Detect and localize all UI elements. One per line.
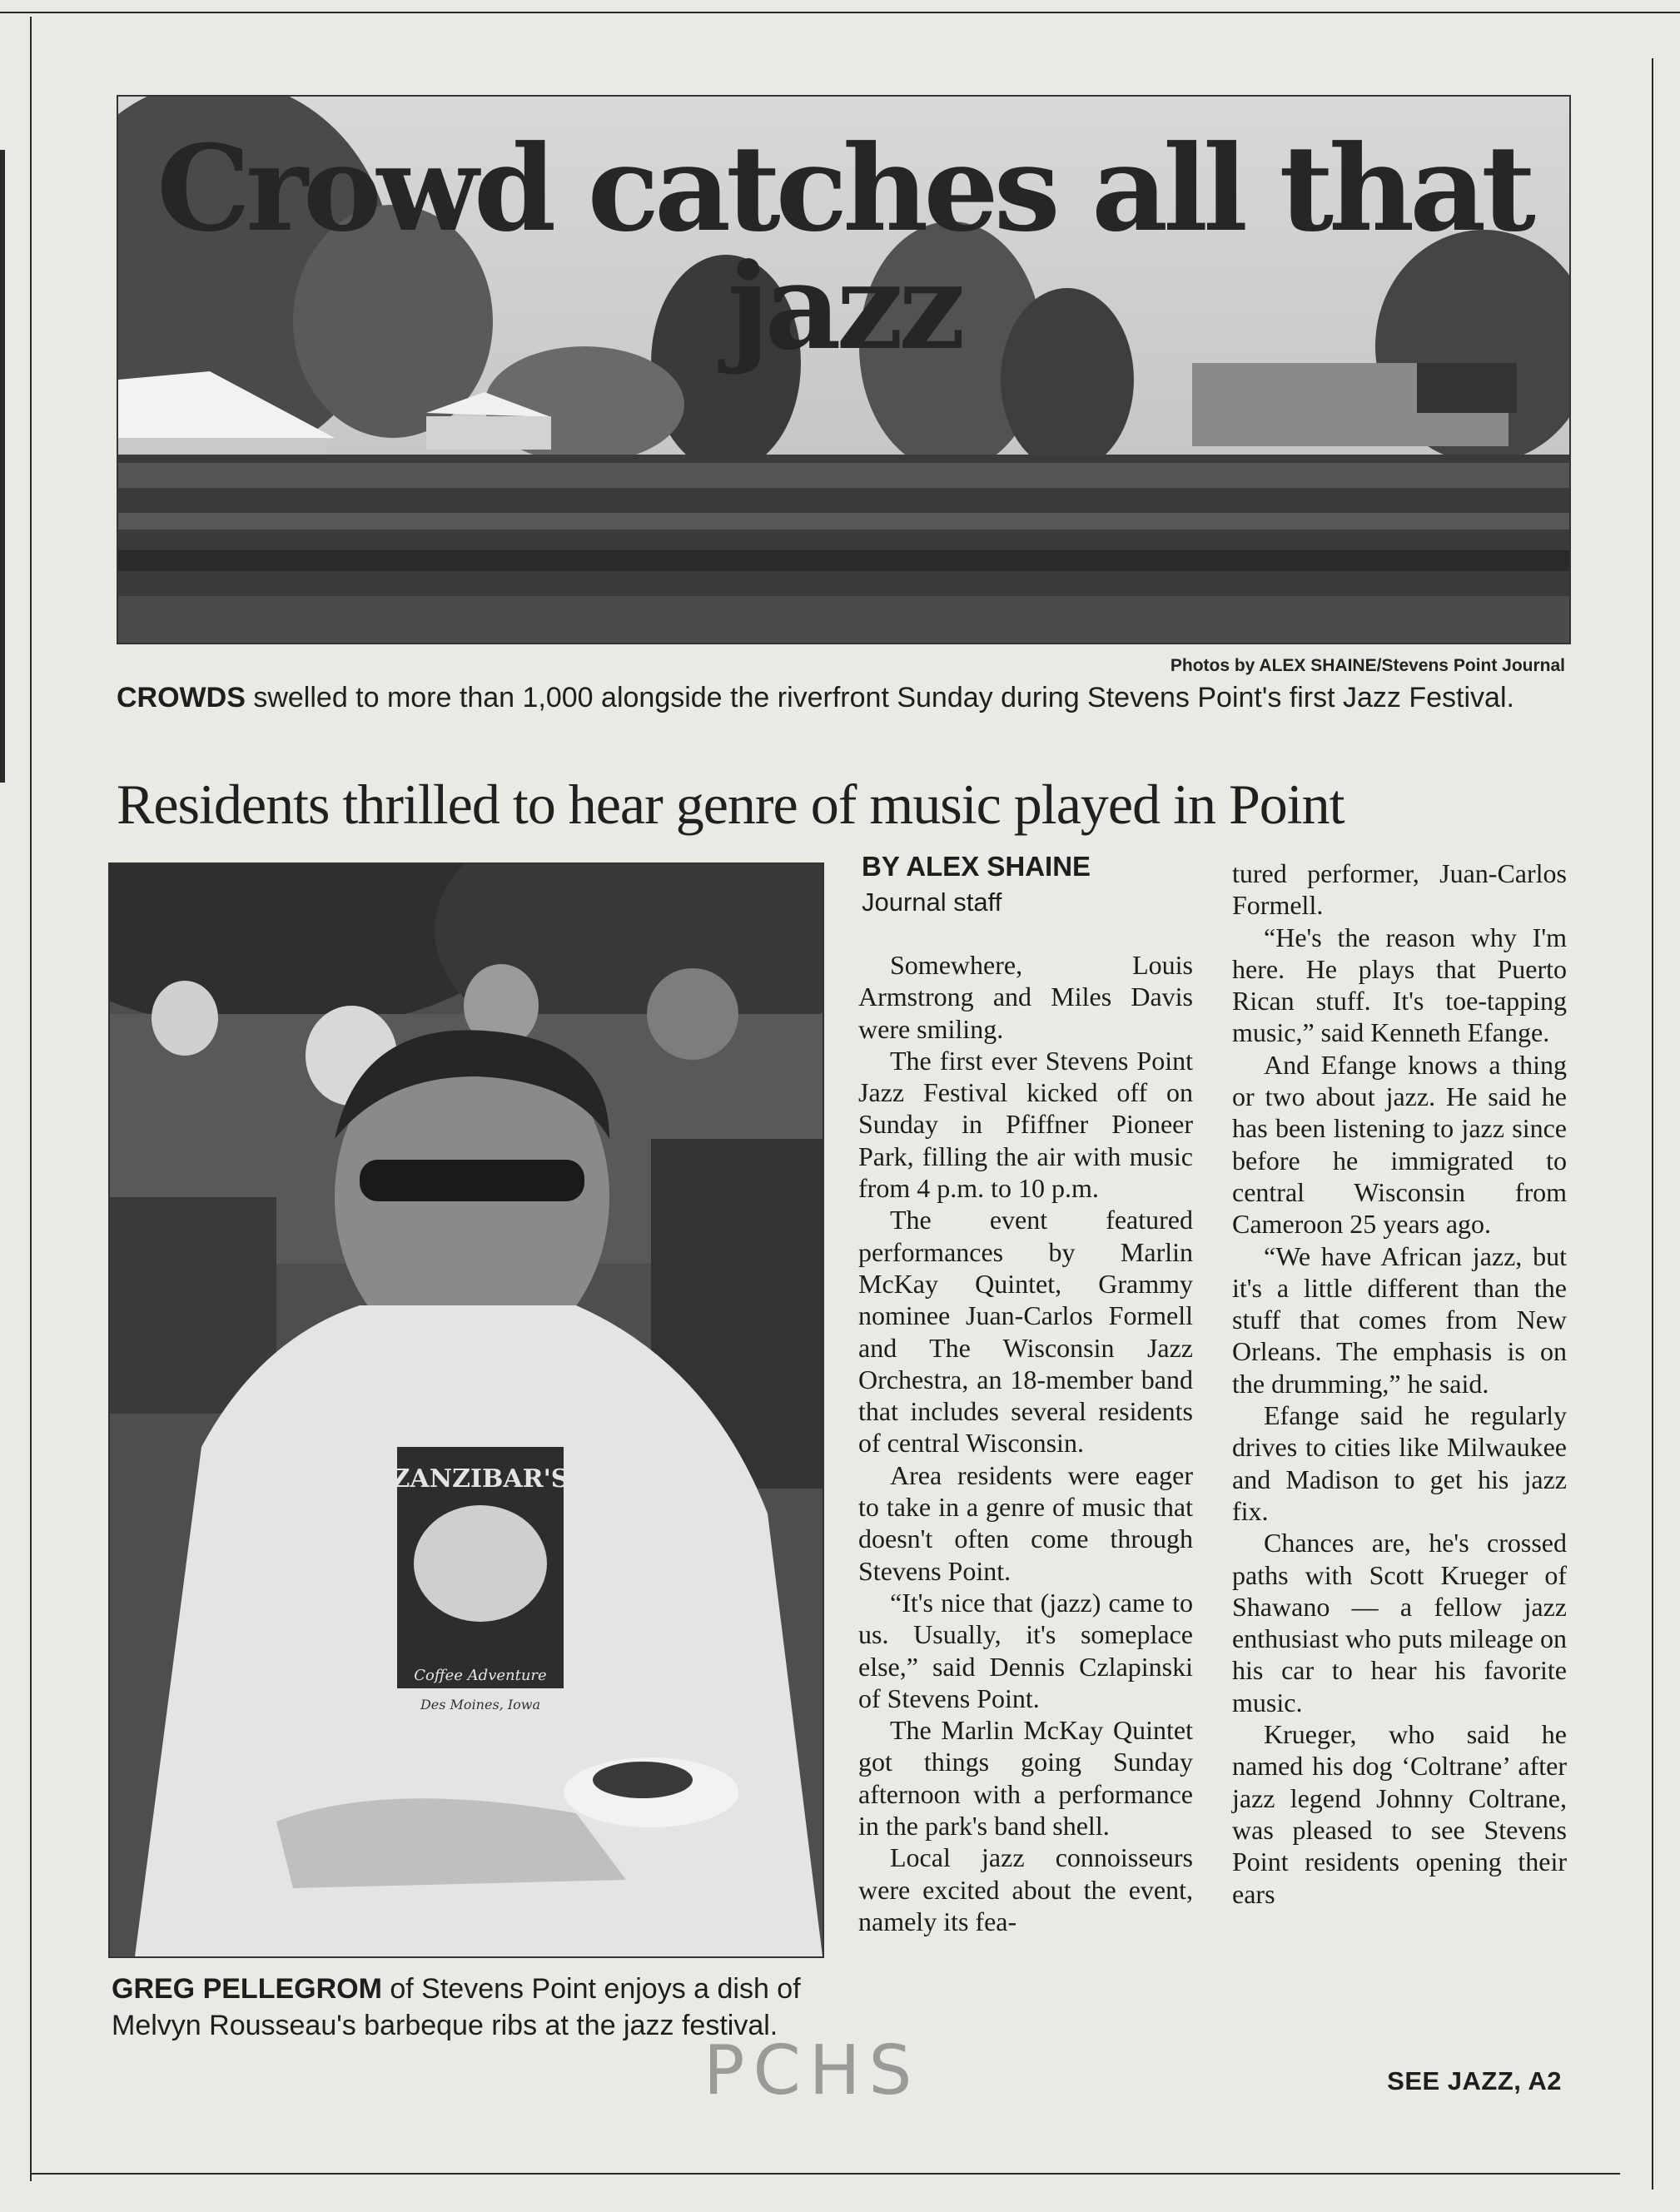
paragraph: “It's nice that (jazz) came to us. Usually, it's someplace else,” said Dennis Czlapinski of Stevens Point. <box>858 1587 1193 1713</box>
top-photo-caption <box>117 679 1569 716</box>
watermark: PCHS <box>703 2031 921 2110</box>
paragraph: Chances are, he's crossed paths with Scott Krueger of Shawano — a fellow jazz enthusiast who puts mileage on his car to hear his favorite music. <box>1232 1528 1567 1717</box>
caption-text: swelled to more than 1,000 alongside the riverfront Sunday during Stevens Point's first Jazz Festival. <box>245 682 1514 713</box>
paragraph: Efange said he regularly drives to cities like Milwaukee and Madison to get his jazz fix. <box>1232 1400 1567 1526</box>
paragraph: Local jazz connoisseurs were excited about the event, namely its fea- <box>858 1842 1193 1936</box>
paragraph: And Efange knows a thing or two about jazz. He said he has been listening to jazz since before he immigrated to central Wisconsin from Cameroon 25 years ago. <box>1232 1049 1567 1240</box>
article-column-2 <box>1232 857 1567 1910</box>
paragraph: Somewhere, Louis Armstrong and Miles Davis were smiling. <box>858 950 1193 1044</box>
caption-lead: CROWDS <box>117 682 246 713</box>
right-column-rule <box>1652 58 1653 2190</box>
bottom-page-rule <box>30 2173 1620 2175</box>
shirt-logo-city: Des Moines, Iowa <box>420 1697 541 1712</box>
article-column-1 <box>858 949 1193 1937</box>
jump-line: SEE JAZZ, A2 <box>1387 2066 1562 2095</box>
paragraph: The event featured performances by Marlin McKay Quintet, Grammy nominee Juan-Carlos Formell and The Wisconsin Jazz Orchestra, an 18-member band that includes several residents of central Wisconsin. <box>858 1205 1193 1459</box>
photo-credit: Photos by ALEX SHAINE/Stevens Point Journal <box>1170 656 1565 675</box>
byline-staff: Journal staff <box>862 887 1002 917</box>
paragraph-continued: tured performer, Juan-Carlos Formell. <box>1232 858 1567 921</box>
caption-lead-name: GREG PELLEGROM <box>112 1973 382 2005</box>
shirt-logo-text: ZANZIBAR'S <box>391 1464 569 1494</box>
paragraph: The Marlin McKay Quintet got things going Sunday afternoon with a performance in the park's band shell. <box>858 1715 1193 1842</box>
left-edge-bar <box>0 150 5 783</box>
left-column-rule <box>30 17 32 2181</box>
subheadline: Residents thrilled to hear genre of music played in Point <box>117 773 1344 836</box>
paragraph: Krueger, who said he named his dog ‘Coltrane’ after jazz legend Johnny Coltrane, was pleased to see Stevens Point residents opening their ears <box>1232 1719 1567 1909</box>
paragraph: The first ever Stevens Point Jazz Festival kicked off on Sunday in Pfiffner Pioneer Park, filling the air with music from 4 p.m. to 10 p.m. <box>858 1045 1193 1204</box>
headline: Crowd catches all that jazz <box>157 120 1531 376</box>
caption-text: of Stevens Point enjoys a dish of Melvyn Rousseau's barbeque ribs at the jazz festival. <box>112 1973 801 2041</box>
byline: BY ALEX SHAINE <box>862 851 1091 882</box>
paragraph: “We have African jazz, but it's a little different than the stuff that comes from New Orleans. The emphasis is on the drumming,” he said. <box>1232 1240 1567 1399</box>
paragraph: Area residents were eager to take in a genre of music that doesn't often come through Stevens Point. <box>858 1459 1193 1586</box>
shirt-logo-sub: Coffee Adventure <box>414 1667 547 1684</box>
paragraph: “He's the reason why I'm here. He plays that Puerto Rican stuff. It's toe-tapping music,” said Kenneth Efange. <box>1232 922 1567 1048</box>
top-page-rule <box>0 12 1680 13</box>
man-photo <box>108 862 824 1958</box>
crowd-photo <box>117 95 1571 644</box>
